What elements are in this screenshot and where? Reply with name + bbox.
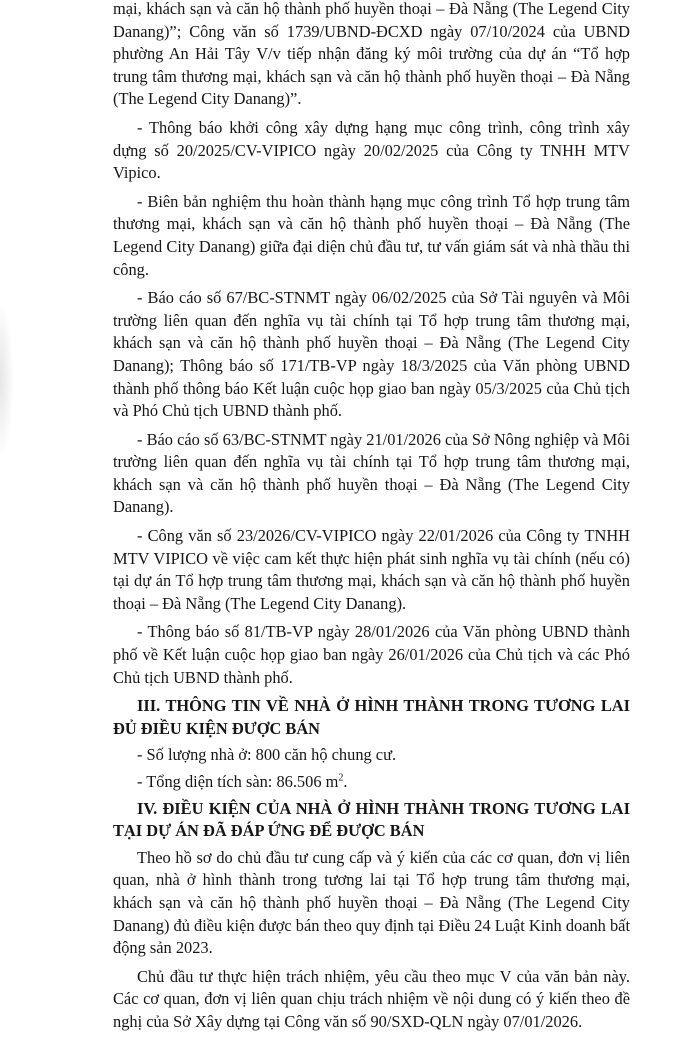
list-item: - Thông báo số 81/TB-VP ngày 28/01/2026 của Văn phòng UBND thành phố về Kết luận cuộc họp giao ban ngày 26/01/2026 của Chủ tịch và các Phó Chủ tịch UBND thành phố.: [113, 622, 630, 687]
floor-area-unit-sup: 2: [338, 772, 344, 784]
section-4-paragraph: Theo hồ sơ do chủ đầu tư cung cấp và ý kiến của các cơ quan, đơn vị liên quan, nhà ở hình thành trong tương lai tại Tổ hợp trung tâm thương mại, khách sạn và căn hộ thành phố huyền thoại – Đà Nẵng (The Legend City Danang) đủ điều kiện được bán theo quy định tại Điều 24 Luật Kinh doanh bất động sản 2023.: [113, 847, 630, 958]
document-page: [113, 0, 630, 1040]
list-item: - Báo cáo số 67/BC-STNMT ngày 06/02/2025 của Sở Tài nguyên và Môi trường liên quan đến nghĩa vụ tài chính tại Tổ hợp trung tâm thương mại, khách sạn và căn hộ thành phố huyền thoại – Đà Nẵng (The Legend City Danang); Thông báo số 171/TB-VP ngày 18/3/2025 của Văn phòng UBND thành phố thông báo Kết luận cuộc họp giao ban ngày 05/3/2025 của Chủ tịch và Phó Chủ tịch UBND thành phố.: [113, 288, 630, 421]
floor-area-text: - Tổng diện tích sàn: 86.506 m: [137, 772, 339, 791]
floor-area-end: .: [343, 772, 348, 791]
list-item: - Công văn số 23/2026/CV-VIPICO ngày 22/01/2026 của Công ty TNHH MTV VIPICO về việc cam kết thực hiện phát sinh nghĩa vụ tài chính (nếu có) tại dự án Tổ hợp trung tâm thương mại, khách sạn và căn hộ thành phố huyền thoại – Đà Nẵng (The Legend City Danang).: [113, 526, 630, 613]
opening-paragraph: mại, khách sạn và căn hộ thành phố huyền thoại – Đà Nẵng (The Legend City Danang)”; Công văn số 1739/UBND-ĐCXD ngày 07/10/2024 của UBND phường An Hải Tây V/v tiếp nhận đăng ký môi trường của dự án “Tổ hợp trung tâm thương mại, khách sạn và căn hộ thành phố huyền thoại – Đà Nẵng (The Legend City Danang)”.: [113, 0, 630, 109]
list-item: - Thông báo khởi công xây dựng hạng mục công trình, công trình xây dựng số 20/2025/CV-VIPICO ngày 20/02/2025 của Công ty TNHH MTV Vipico.: [113, 117, 630, 183]
section-4-paragraph: Chủ đầu tư thực hiện trách nhiệm, yêu cầu theo mục V của văn bản này. Các cơ quan, đơn vị liên quan chịu trách nhiệm về nội dung có ý kiến theo đề nghị của Sở Xây dựng tại Công văn số 90/SXD-QLN ngày 07/01/2026.: [113, 966, 630, 1031]
page-edge-shadow: [0, 300, 14, 460]
list-item: - Báo cáo số 63/BC-STNMT ngày 21/01/2026 của Sở Nông nghiệp và Môi trường liên quan đến nghĩa vụ tài chính tại Tổ hợp trung tâm thương mại, khách sạn và căn hộ thành phố huyền thoại – Đà Nẵng (The Legend City Danang).: [113, 429, 630, 517]
section-3-heading: III. THÔNG TIN VỀ NHÀ Ở HÌNH THÀNH TRONG TƯƠNG LAI ĐỦ ĐIỀU KIỆN ĐƯỢC BÁN: [113, 696, 630, 738]
floor-area-item: [113, 771, 630, 794]
housing-count-item: - Số lượng nhà ở: 800 căn hộ chung cư.: [137, 745, 397, 765]
section-4-heading: IV. ĐIỀU KIỆN CỦA NHÀ Ở HÌNH THÀNH TRONG TƯƠNG LAI TẠI DỰ ÁN ĐÃ ĐÁP ỨNG ĐỂ ĐƯỢC BÁN: [113, 798, 630, 841]
list-item: - Biên bản nghiệm thu hoàn thành hạng mục công trình Tổ hợp trung tâm thương mại, khách sạn và căn hộ thành phố huyền thoại – Đà Nẵng (The Legend City Danang) giữa đại diện chủ đầu tư, tư vấn giám sát và nhà thầu thi công.: [113, 191, 630, 279]
